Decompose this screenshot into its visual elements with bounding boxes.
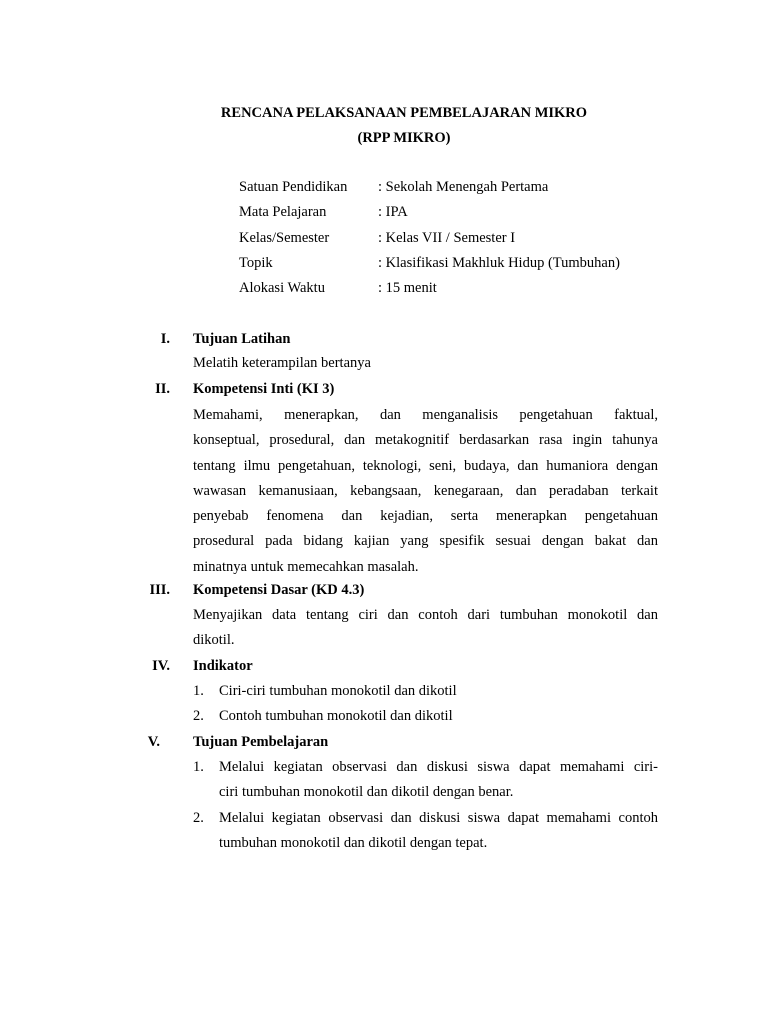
identity-value: : Kelas VII / Semester I	[378, 229, 516, 246]
list-line: Ciri-ciri tumbuhan monokotil dan dikotil	[219, 683, 457, 699]
list-line: Melalui kegiatan observasi dan diskusi siswa dapat memahami ciri-	[219, 759, 658, 775]
section-heading: Kompetensi Inti (KI 3)	[193, 381, 335, 397]
identity-row	[239, 177, 620, 202]
list-text	[219, 806, 658, 857]
document-subtitle: (RPP MIKRO)	[357, 130, 451, 146]
list-text	[219, 755, 658, 806]
identity-value: : IPA	[378, 204, 408, 221]
section-body	[193, 351, 658, 376]
identity-value: : 15 menit	[378, 280, 437, 297]
identity-value: : Sekolah Menengah Pertama	[378, 179, 549, 195]
body-line: Melatih keterampilan bertanya	[193, 355, 371, 371]
identity-label: Topik	[239, 254, 273, 271]
identity-row	[239, 202, 620, 227]
body-line: minatnya untuk memecahkan masalah.	[193, 558, 419, 575]
section-number: I.	[160, 331, 170, 347]
body-line: Memahami, menerapkan, dan menganalisis pengetahuan faktual,	[193, 407, 658, 423]
body-line: prosedural pada bidang kajian yang spesifik sesuai dengan bakat dan	[193, 533, 658, 550]
list-text	[219, 679, 658, 704]
list-line: tumbuhan monokotil dan dikotil dengan tepat.	[219, 835, 488, 852]
identity-row	[239, 278, 620, 303]
list-number: 2.	[193, 708, 204, 724]
section-heading: Tujuan Pembelajaran	[193, 734, 329, 750]
section-number: IV.	[152, 658, 170, 674]
list-line: ciri tumbuhan monokotil dan dikotil dengan benar.	[219, 784, 514, 801]
identity-row	[239, 253, 620, 278]
section-body	[193, 403, 658, 580]
list-line: Contoh tumbuhan monokotil dan dikotil	[219, 708, 453, 724]
identity-label: Mata Pelajaran	[239, 204, 327, 221]
list-text	[219, 704, 658, 729]
identity-label: Alokasi Waktu	[239, 280, 325, 297]
list-number: 1.	[193, 683, 204, 699]
list-number: 1.	[193, 759, 204, 775]
section-number: III.	[149, 582, 170, 598]
section-heading: Indikator	[193, 658, 253, 674]
section-heading: Kompetensi Dasar (KD 4.3)	[193, 582, 365, 598]
body-line: Menyajikan data tentang ciri dan contoh dari tumbuhan monokotil dan	[193, 607, 658, 623]
section-number: II.	[155, 381, 170, 397]
body-line: konseptual, prosedural, dan metakognitif berdasarkan rasa ingin tahunya	[193, 432, 658, 449]
document-title: RENCANA PELAKSANAAN PEMBELAJARAN MIKRO	[220, 105, 588, 121]
body-line: tentang ilmu pengetahuan, teknologi, seni, budaya, dan humaniora dengan	[193, 457, 658, 474]
section-body	[193, 603, 658, 654]
list-line: Melalui kegiatan observasi dan diskusi siswa dapat memahami contoh	[219, 810, 658, 826]
body-line: penyebab fenomena dan kejadian, serta menerapkan pengetahuan	[193, 508, 658, 525]
identity-table	[239, 177, 620, 303]
identity-label: Kelas/Semester	[239, 229, 330, 246]
section-heading: Tujuan Latihan	[193, 331, 291, 347]
section-number: V.	[147, 734, 160, 750]
list-number: 2.	[193, 810, 204, 826]
identity-row	[239, 228, 620, 253]
identity-label: Satuan Pendidikan	[239, 179, 348, 195]
body-line: dikotil.	[193, 632, 235, 649]
identity-value: : Klasifikasi Makhluk Hidup (Tumbuhan)	[378, 254, 620, 271]
body-line: wawasan kemanusiaan, kebangsaan, kenegaraan, dan peradaban terkait	[193, 482, 658, 499]
